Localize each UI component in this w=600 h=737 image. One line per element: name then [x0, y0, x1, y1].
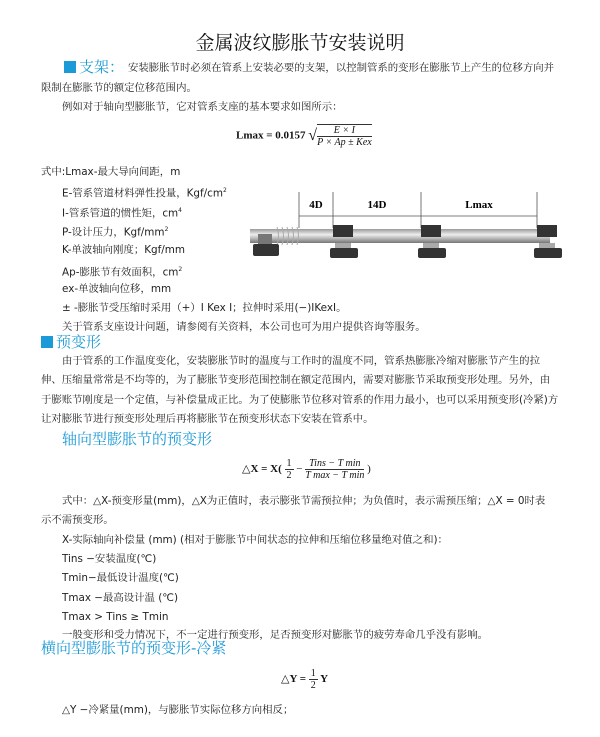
formula-numerator: 1	[310, 668, 316, 679]
text-line: 安装膨胀节时必须在管系上安装必要的支架，以控制管系的变形在膨胀节上产生的位移方向并	[128, 62, 555, 74]
formula-denominator: 2	[310, 680, 316, 691]
definition-text: I-管系管道的惯性矩，cm	[62, 207, 179, 220]
dim-label-lmax: Lmax	[465, 199, 493, 211]
formula-lhs: Lmax = 0.0157	[236, 129, 306, 142]
superscript: 4	[178, 207, 182, 214]
base-support	[253, 244, 279, 256]
text-line: 例如对于轴向型膨胀节，它对管系支座的基本要求如图所示：	[62, 101, 343, 113]
formula-numerator: E × I	[317, 125, 372, 137]
guide-block	[258, 234, 272, 244]
section-heading-support	[64, 58, 124, 76]
text-line: Tmax > Tins ≥ Tmin	[62, 611, 169, 623]
definition: 式中:Lmax-最大导向间距，m	[41, 166, 181, 178]
subheading-axial: 轴向型膨胀节的预变形	[62, 430, 213, 448]
square-bullet-icon	[64, 61, 76, 73]
definition: ex-单波轴向位移，mm	[62, 283, 172, 295]
pipe-support-diagram	[245, 190, 565, 270]
section-heading-predeform	[41, 333, 101, 351]
definition: 关于管系支座设计问题，请参阅有关资料，本公司也可为用户提供咨询等服务。	[62, 321, 426, 333]
text-line: 示不需预变形。	[41, 514, 114, 526]
formula-delta-x	[242, 458, 371, 481]
text-line: 让对膨胀节进行预变形处理后再将膨胀节在预变形状态下安装在管系中。	[41, 413, 374, 425]
formula-denominator: 2	[286, 470, 292, 481]
heading-text: 预变形	[56, 333, 102, 351]
formula-delta-y	[281, 668, 328, 691]
formula-lhs: △X = X(	[242, 463, 282, 476]
formula-lhs: △Y =	[281, 673, 307, 686]
page-title: 金属波纹膨胀节安装说明	[195, 32, 405, 54]
definition	[62, 263, 182, 279]
definition: K-单波轴向刚度；Kgf/mm	[62, 244, 186, 256]
formula-denominator: P × Ap ± Kex	[317, 137, 372, 148]
heading-text: 支架：	[79, 58, 125, 76]
superscript: 2	[223, 187, 227, 194]
text-line: Tins −安装温度(℃)	[62, 553, 157, 565]
superscript: 2	[178, 266, 183, 273]
superscript: 2	[164, 226, 169, 233]
formula-numerator: Tins − T min	[305, 458, 364, 470]
pipe	[250, 229, 550, 243]
dim-label-4d: 4D	[309, 199, 323, 211]
text-line: 式中：△X-预变形量(mm)，△X为正值时，表示膨张节需预拉伸；为负值时，表示需预压缩；△X = 0时表	[62, 495, 546, 507]
text-line: X-实际轴向补偿量 (mm) (相对于膨胀节中间状态的拉伸和压缩位移量绝对值之和)：	[62, 534, 448, 546]
dimension-lines	[299, 192, 537, 228]
formula-numerator: 1	[286, 458, 292, 469]
text-line: 由于管系的工作温度变化，安装膨胀节时的温度与工作时的温度不同，管系热膨胀冷缩对膨胀节产生的拉	[62, 355, 540, 367]
definition-text: Ap-膨胀节有效面积，cm	[62, 266, 179, 279]
square-bullet-icon	[41, 336, 53, 348]
text-line: △Y −冷紧量(mm)，与膨胀节实际位移方向相反；	[62, 704, 294, 716]
definition	[62, 204, 182, 220]
formula-lmax: Lmax = 0.0157 √ $\frac{E \times I}{\text{P × Ap ± Kex}}$	[236, 125, 372, 148]
definition-text: E-管系管道材料弹性投量，Kgf/cm	[62, 187, 224, 200]
dim-label-14d: 14D	[367, 199, 387, 211]
text-line: 限制在膨胀节的额定位移范围内。	[41, 82, 197, 94]
subheading-lateral: 横向型膨胀节的预变形-冷紧	[41, 639, 227, 657]
text-line: 伸、压缩量常常是不均等的，为了膨胀节变形范围控制在额定范围内，需要对膨胀节采取预变形处理。另外，由	[41, 374, 551, 386]
text-line: 一般变形和受力情况下，不一定进行预变形，足否预变形对膨胀节的疲劳寿命几乎没有影响。	[62, 629, 489, 641]
text-line: 于膨账节刚度是一个定值，与补偿量成正比。为了使膨胀节位移对管系的作用力最小，也可以采用预变形(冷紧)方	[41, 394, 559, 406]
definition: ± -膨胀节受压缩时采用（+）I Kex I；拉伸时采用(−)IKexI。	[62, 302, 347, 314]
definition	[62, 223, 168, 239]
text-line: Tmin−最低设计温度(℃)	[62, 572, 179, 584]
formula-close: )	[367, 463, 371, 476]
formula-denominator: T max − T min	[305, 470, 365, 481]
definition	[62, 184, 227, 200]
definition-text: P-设计压力，Kgf/mm	[62, 226, 165, 239]
formula-minus: −	[296, 463, 303, 476]
formula-rhs: Y	[320, 673, 329, 686]
text-line: Tmax −最高设计温 (℃)	[62, 592, 179, 604]
